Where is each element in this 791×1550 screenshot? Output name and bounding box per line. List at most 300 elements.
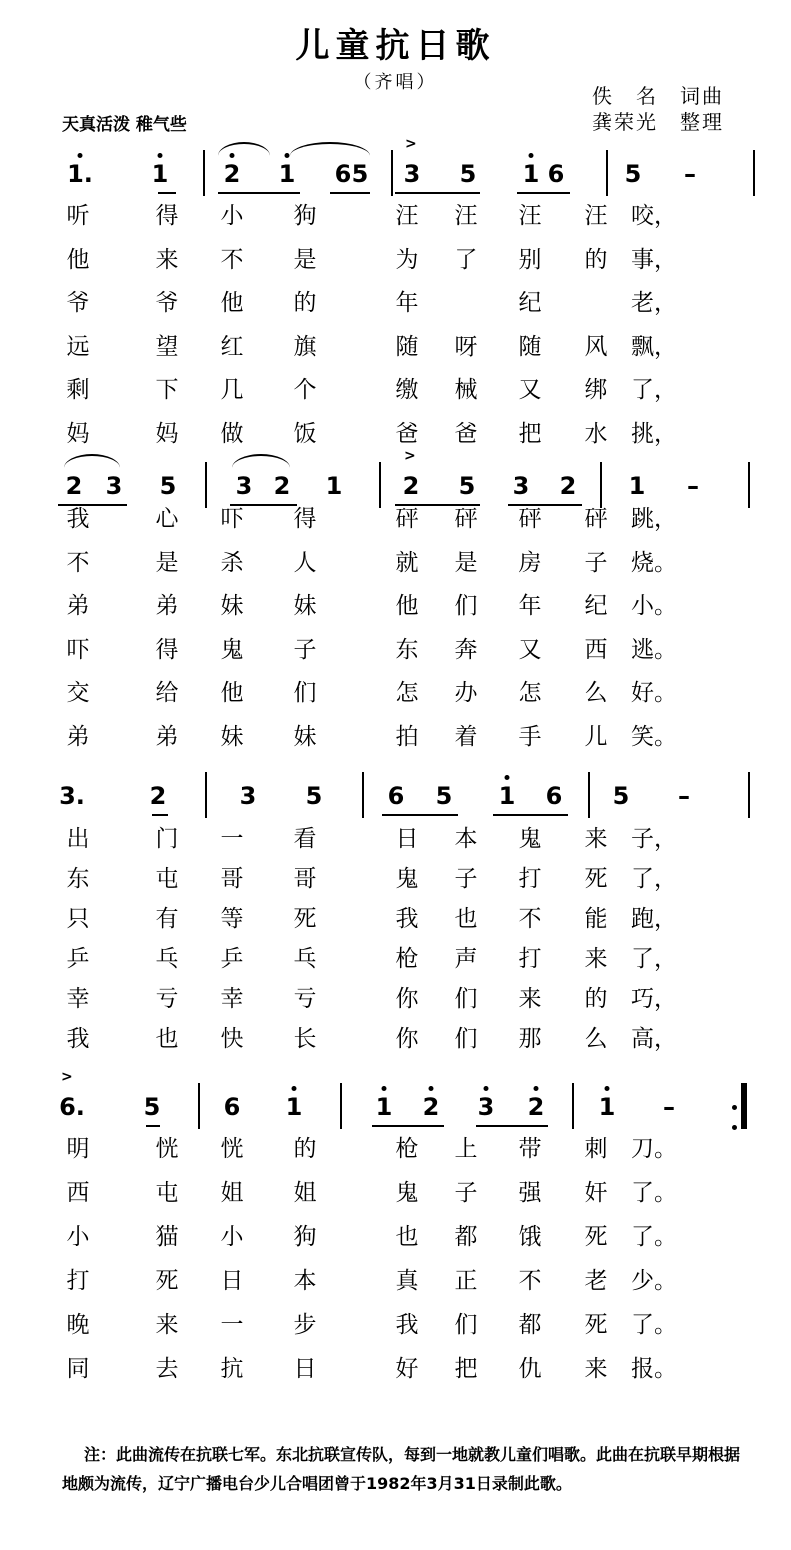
lyric-syllable: 他	[395, 593, 419, 619]
lyric-syllable: 小	[220, 1224, 244, 1250]
note-digit: –	[663, 1093, 675, 1121]
lyric-syllable: 强	[518, 1180, 542, 1206]
lyric-syllable: 鬼	[395, 1180, 419, 1206]
lyric-syllable: 饭	[293, 420, 317, 447]
lyric-syllable: 亏	[293, 986, 317, 1012]
octave-dot	[484, 1086, 489, 1091]
lyric-syllable: 他	[66, 246, 90, 273]
lyric-syllable: 乓	[155, 946, 179, 972]
lyric-verse-6	[0, 415, 791, 449]
lyric-syllable: 子	[584, 549, 608, 576]
lyric-syllable: 了，	[631, 946, 677, 972]
lyric-verse-4	[0, 940, 791, 974]
lyric-verse-5	[0, 371, 791, 405]
lyric-syllable: 上	[454, 1136, 478, 1162]
lyric-syllable: 不	[518, 1268, 542, 1294]
lyric-syllable: 日	[220, 1268, 244, 1294]
notation-system-1	[0, 136, 791, 200]
note-digit: 3	[235, 472, 253, 500]
lyric-syllable: 又	[518, 636, 542, 663]
note	[219, 160, 245, 188]
lyric-syllable: 笑。	[631, 723, 677, 750]
lyric-syllable: 鬼	[220, 636, 244, 663]
lyric-syllable: 了，	[631, 866, 677, 892]
note	[301, 782, 327, 810]
final-bar-line	[741, 1083, 746, 1129]
note	[656, 1093, 682, 1121]
note	[347, 160, 373, 188]
tempo-marking: 天真活泼 稚气些	[62, 115, 187, 135]
lyric-verse-6	[0, 718, 791, 752]
accent-mark: >	[61, 1069, 73, 1085]
lyric-syllable: 日	[395, 826, 419, 852]
lyric-verse-4	[0, 631, 791, 665]
lyric-syllable: 呀	[454, 333, 478, 360]
note-digit: 6	[387, 782, 405, 810]
note	[455, 160, 481, 188]
lyric-syllable: 打	[518, 946, 542, 972]
lyric-verse-4	[0, 328, 791, 362]
lyric-syllable: 汪	[584, 203, 608, 229]
lyric-syllable: 来	[155, 1312, 179, 1338]
octave-dot	[78, 153, 83, 158]
lyric-verse-3	[0, 1218, 791, 1252]
lyric-syllable: 枪	[395, 946, 419, 972]
lyric-syllable: 做	[220, 420, 244, 447]
lyric-syllable: 死	[584, 1312, 608, 1338]
note	[231, 472, 257, 500]
lyric-syllable: 抗	[220, 1356, 244, 1382]
note-digit: 3	[239, 782, 257, 810]
lyric-syllable: 爸	[395, 420, 419, 447]
song-subtitle: （齐唱）	[353, 72, 438, 93]
lyric-verse-1	[0, 820, 791, 854]
note-digit: 1	[598, 1093, 616, 1121]
lyric-syllable: 弟	[155, 593, 179, 619]
note	[431, 782, 457, 810]
octave-dot	[605, 1086, 610, 1091]
note	[145, 782, 171, 810]
note-digit: 6	[223, 1093, 241, 1121]
lyric-syllable: 哥	[293, 866, 317, 892]
note-digit: 3	[512, 472, 530, 500]
accent-mark: >	[404, 448, 416, 464]
lyric-syllable: 长	[293, 1026, 317, 1052]
note	[624, 472, 650, 500]
lyric-syllable: 跑，	[631, 906, 677, 932]
lyric-syllable: 能	[584, 906, 608, 932]
note	[518, 160, 544, 188]
credit-composer: 佚 名 词曲	[592, 84, 724, 108]
lyric-syllable: 砰	[395, 506, 419, 532]
note-digit: 6	[547, 160, 565, 188]
lyric-syllable: 真	[395, 1268, 419, 1294]
lyric-syllable: 妈	[66, 420, 90, 447]
beam-underline	[382, 814, 458, 816]
lyric-syllable: 又	[518, 377, 542, 403]
lyric-syllable: 鬼	[518, 826, 542, 852]
lyric-syllable: 等	[220, 906, 244, 932]
beam-underline	[218, 192, 300, 194]
lyric-syllable: 步	[293, 1312, 317, 1338]
lyric-syllable: 有	[155, 906, 179, 932]
lyric-syllable: 吓	[66, 636, 90, 663]
lyric-verse-6	[0, 1020, 791, 1054]
lyric-verse-5	[0, 1306, 791, 1340]
lyric-syllable: 杀	[220, 549, 244, 576]
accent-mark: >	[405, 136, 417, 152]
lyric-syllable: 好	[395, 1356, 419, 1382]
lyric-syllable: 汪	[395, 203, 419, 229]
lyric-syllable: 飘，	[631, 333, 677, 360]
note	[418, 1093, 444, 1121]
note	[269, 472, 295, 500]
octave-dot	[158, 153, 163, 158]
lyric-syllable: 了	[454, 246, 478, 273]
lyric-syllable: 西	[66, 1180, 90, 1206]
lyric-syllable: 小	[66, 1224, 90, 1250]
lyric-syllable: 他	[220, 680, 244, 706]
lyric-syllable: 砰	[454, 506, 478, 532]
note-digit: 1	[498, 782, 516, 810]
lyric-verse-1	[0, 500, 791, 534]
lyric-syllable: 为	[395, 246, 419, 273]
lyric-syllable: 是	[155, 549, 179, 576]
lyric-syllable: 正	[454, 1268, 478, 1294]
repeat-dot	[732, 1105, 737, 1110]
lyric-syllable: 子	[454, 866, 478, 892]
note-digit: 5	[612, 782, 630, 810]
lyric-verse-5	[0, 980, 791, 1014]
beam-underline	[146, 1125, 160, 1127]
note-digit: 1	[151, 160, 169, 188]
lyric-syllable: 个	[293, 377, 317, 403]
lyric-syllable: 的	[584, 986, 608, 1012]
note	[473, 1093, 499, 1121]
note-digit: 2	[149, 782, 167, 810]
lyric-syllable: 心	[155, 506, 179, 532]
note	[543, 160, 569, 188]
lyric-syllable: 也	[155, 1026, 179, 1052]
note	[67, 160, 93, 188]
notation-system-4	[0, 1069, 791, 1133]
lyric-syllable: 小	[220, 203, 244, 229]
lyric-syllable: 了。	[631, 1312, 677, 1338]
song-title: 儿童抗日歌	[295, 26, 496, 66]
lyric-syllable: 乒	[220, 946, 244, 972]
lyric-syllable: 听	[66, 203, 90, 229]
lyric-syllable: 们	[454, 593, 478, 619]
lyric-syllable: 了，	[631, 377, 677, 403]
note-digit: 2	[65, 472, 83, 500]
bar-line	[203, 150, 205, 196]
bar-line	[748, 772, 750, 818]
note	[281, 1093, 307, 1121]
note-digit: 5	[624, 160, 642, 188]
lyric-syllable: 纪	[584, 593, 608, 619]
lyric-syllable: 妹	[293, 593, 317, 619]
lyric-syllable: 来	[584, 946, 608, 972]
footnote: 注：此曲流传在抗联七军。东北抗联宣传队，每到一地就教儿童们唱歌。此曲在抗联早期根据地颇为流传，辽宁广播电台少儿合唱团曾于1982年3月31日录制此歌。	[62, 1445, 741, 1493]
lyric-syllable: 风	[584, 333, 608, 360]
note	[383, 782, 409, 810]
lyric-syllable: 看	[293, 826, 317, 852]
lyric-syllable: 门	[155, 826, 179, 852]
lyric-syllable: 是	[293, 246, 317, 273]
octave-dot	[505, 775, 510, 780]
note	[139, 1093, 165, 1121]
note-digit: –	[678, 782, 690, 810]
beam-underline	[493, 814, 568, 816]
lyric-syllable: 幸	[66, 986, 90, 1012]
note-digit: 3.	[59, 782, 85, 810]
lyric-verse-2	[0, 860, 791, 894]
lyric-syllable: 们	[454, 1312, 478, 1338]
lyric-syllable: 他	[220, 290, 244, 316]
lyric-syllable: 死	[155, 1268, 179, 1294]
note	[620, 160, 646, 188]
lyric-syllable: 手	[518, 723, 542, 750]
lyric-verse-2	[0, 1174, 791, 1208]
note-digit: 1	[285, 1093, 303, 1121]
lyric-syllable: 仇	[518, 1356, 542, 1382]
note	[677, 160, 703, 188]
bar-line	[588, 772, 590, 818]
note	[235, 782, 261, 810]
lyric-verse-1	[0, 197, 791, 231]
note	[608, 782, 634, 810]
lyric-syllable: 爷	[66, 290, 90, 316]
lyric-syllable: 晚	[66, 1312, 90, 1338]
lyric-syllable: 刺	[584, 1136, 608, 1162]
lyric-syllable: 东	[66, 866, 90, 892]
lyric-syllable: 高，	[631, 1026, 677, 1052]
lyric-syllable: 们	[454, 986, 478, 1012]
note-digit: 2	[422, 1093, 440, 1121]
note-digit: 5	[159, 472, 177, 500]
bar-line	[572, 1083, 574, 1129]
lyric-syllable: 汪	[518, 203, 542, 229]
lyric-syllable: 少。	[631, 1268, 677, 1294]
lyric-syllable: 纪	[518, 290, 542, 316]
lyric-syllable: 随	[518, 333, 542, 360]
lyric-syllable: 么	[584, 680, 608, 706]
note-digit: 6	[334, 160, 352, 188]
lyric-syllable: 械	[454, 377, 478, 403]
lyric-syllable: 好。	[631, 680, 677, 706]
lyric-syllable: 来	[584, 826, 608, 852]
lyric-syllable: 剩	[66, 377, 90, 403]
lyric-syllable: 得	[293, 506, 317, 532]
lyric-syllable: 汪	[454, 203, 478, 229]
note-digit: 1	[522, 160, 540, 188]
note	[594, 1093, 620, 1121]
lyric-syllable: 绑	[584, 377, 608, 403]
lyric-syllable: 东	[395, 636, 419, 663]
lyric-syllable: 乒	[66, 946, 90, 972]
bar-line	[391, 150, 393, 196]
bar-line	[198, 1083, 200, 1129]
bar-line	[205, 772, 207, 818]
lyric-syllable: 那	[518, 1026, 542, 1052]
bar-line	[362, 772, 364, 818]
lyric-syllable: 跳，	[631, 506, 677, 532]
octave-dot	[285, 153, 290, 158]
note-digit: 5	[458, 472, 476, 500]
lyric-syllable: 打	[518, 866, 542, 892]
lyric-syllable: 把	[454, 1356, 478, 1382]
lyric-syllable: 声	[454, 946, 478, 972]
lyric-syllable: 西	[584, 636, 608, 663]
lyric-syllable: 日	[293, 1356, 317, 1382]
lyric-syllable: 明	[66, 1136, 90, 1162]
lyric-syllable: 交	[66, 680, 90, 706]
lyric-syllable: 了。	[631, 1180, 677, 1206]
lyric-syllable: 怎	[518, 680, 542, 706]
octave-dot	[529, 153, 534, 158]
lyric-verse-2	[0, 241, 791, 275]
lyric-syllable: 带	[518, 1136, 542, 1162]
note	[494, 782, 520, 810]
lyric-syllable: 年	[518, 593, 542, 619]
lyric-syllable: 报。	[631, 1356, 677, 1382]
lyric-syllable: 我	[395, 906, 419, 932]
lyric-syllable: 都	[454, 1224, 478, 1250]
note	[101, 472, 127, 500]
note	[155, 472, 181, 500]
lyric-verse-6	[0, 1350, 791, 1384]
lyric-syllable: 事，	[631, 246, 677, 273]
lyric-syllable: 老	[584, 1268, 608, 1294]
credit-arranger: 龚荣光 整理	[592, 110, 724, 134]
lyric-syllable: 我	[66, 506, 90, 532]
slur	[232, 454, 290, 468]
lyric-syllable: 别	[518, 246, 542, 273]
note	[59, 1093, 85, 1121]
beam-underline	[330, 192, 370, 194]
lyric-syllable: 幸	[220, 986, 244, 1012]
lyric-syllable: 鬼	[395, 866, 419, 892]
lyric-verse-5	[0, 674, 791, 708]
lyric-syllable: 本	[454, 826, 478, 852]
note-digit: 5	[305, 782, 323, 810]
octave-dot	[292, 1086, 297, 1091]
lyric-syllable: 怎	[395, 680, 419, 706]
lyric-syllable: 挑，	[631, 420, 677, 447]
lyric-syllable: 就	[395, 549, 419, 576]
note	[454, 472, 480, 500]
lyric-syllable: 随	[395, 333, 419, 360]
slur	[64, 454, 120, 468]
lyric-syllable: 狗	[293, 1224, 317, 1250]
lyric-syllable: 小。	[631, 593, 677, 619]
slur	[290, 142, 370, 156]
lyric-syllable: 妈	[155, 420, 179, 447]
lyric-syllable: 去	[155, 1356, 179, 1382]
note-digit: 2	[273, 472, 291, 500]
note-digit: 2	[559, 472, 577, 500]
lyric-syllable: 砰	[518, 506, 542, 532]
lyric-syllable: 屯	[155, 866, 179, 892]
note-digit: 1	[325, 472, 343, 500]
lyric-syllable: 房	[518, 549, 542, 576]
lyric-syllable: 得	[155, 203, 179, 229]
note	[671, 782, 697, 810]
lyric-syllable: 的	[584, 246, 608, 273]
lyric-syllable: 枪	[395, 1136, 419, 1162]
lyric-syllable: 饿	[518, 1224, 542, 1250]
beam-underline	[395, 192, 480, 194]
lyric-syllable: 快	[220, 1026, 244, 1052]
lyric-syllable: 我	[395, 1312, 419, 1338]
beam-underline	[158, 192, 176, 194]
lyric-syllable: 也	[454, 906, 478, 932]
beam-underline	[152, 814, 168, 816]
lyric-syllable: 了。	[631, 1224, 677, 1250]
note	[508, 472, 534, 500]
lyric-syllable: 们	[293, 680, 317, 706]
lyric-syllable: 们	[454, 1026, 478, 1052]
lyric-syllable: 儿	[584, 723, 608, 750]
lyric-syllable: 子，	[631, 826, 677, 852]
lyric-syllable: 同	[66, 1356, 90, 1382]
lyric-syllable: 得	[155, 636, 179, 663]
lyric-syllable: 砰	[584, 506, 608, 532]
lyric-syllable: 姐	[293, 1180, 317, 1206]
lyric-syllable: 缴	[395, 377, 419, 403]
lyric-syllable: 死	[293, 906, 317, 932]
lyric-syllable: 来	[518, 986, 542, 1012]
note-digit: 1	[278, 160, 296, 188]
note	[371, 1093, 397, 1121]
lyric-syllable: 哥	[220, 866, 244, 892]
note	[399, 160, 425, 188]
note-digit: 2	[527, 1093, 545, 1121]
lyric-verse-3	[0, 587, 791, 621]
lyric-syllable: 妹	[220, 593, 244, 619]
lyric-syllable: 把	[518, 420, 542, 447]
lyric-syllable: 奔	[454, 636, 478, 663]
note-digit: 1	[628, 472, 646, 500]
lyric-syllable: 妹	[293, 723, 317, 750]
lyric-syllable: 也	[395, 1224, 419, 1250]
lyric-syllable: 不	[66, 549, 90, 576]
note-digit: 6	[545, 782, 563, 810]
lyric-syllable: 恍	[155, 1136, 179, 1162]
lyric-syllable: 一	[220, 826, 244, 852]
note	[321, 472, 347, 500]
lyric-syllable: 一	[220, 1312, 244, 1338]
lyric-syllable: 爷	[155, 290, 179, 316]
lyric-syllable: 我	[66, 1026, 90, 1052]
lyric-syllable: 乓	[293, 946, 317, 972]
lyric-verse-1	[0, 1130, 791, 1164]
lyric-syllable: 奸	[584, 1180, 608, 1206]
note	[541, 782, 567, 810]
lyric-syllable: 么	[584, 1026, 608, 1052]
note-digit: 3	[105, 472, 123, 500]
beam-underline	[517, 192, 570, 194]
lyric-syllable: 烧。	[631, 549, 677, 576]
lyric-syllable: 给	[155, 680, 179, 706]
lyric-syllable: 你	[395, 1026, 419, 1052]
lyric-verse-2	[0, 544, 791, 578]
lyric-verse-4	[0, 1262, 791, 1296]
lyric-verse-3	[0, 284, 791, 318]
lyric-syllable: 刀。	[631, 1136, 677, 1162]
lyric-syllable: 巧，	[631, 986, 677, 1012]
lyric-syllable: 旗	[293, 333, 317, 360]
